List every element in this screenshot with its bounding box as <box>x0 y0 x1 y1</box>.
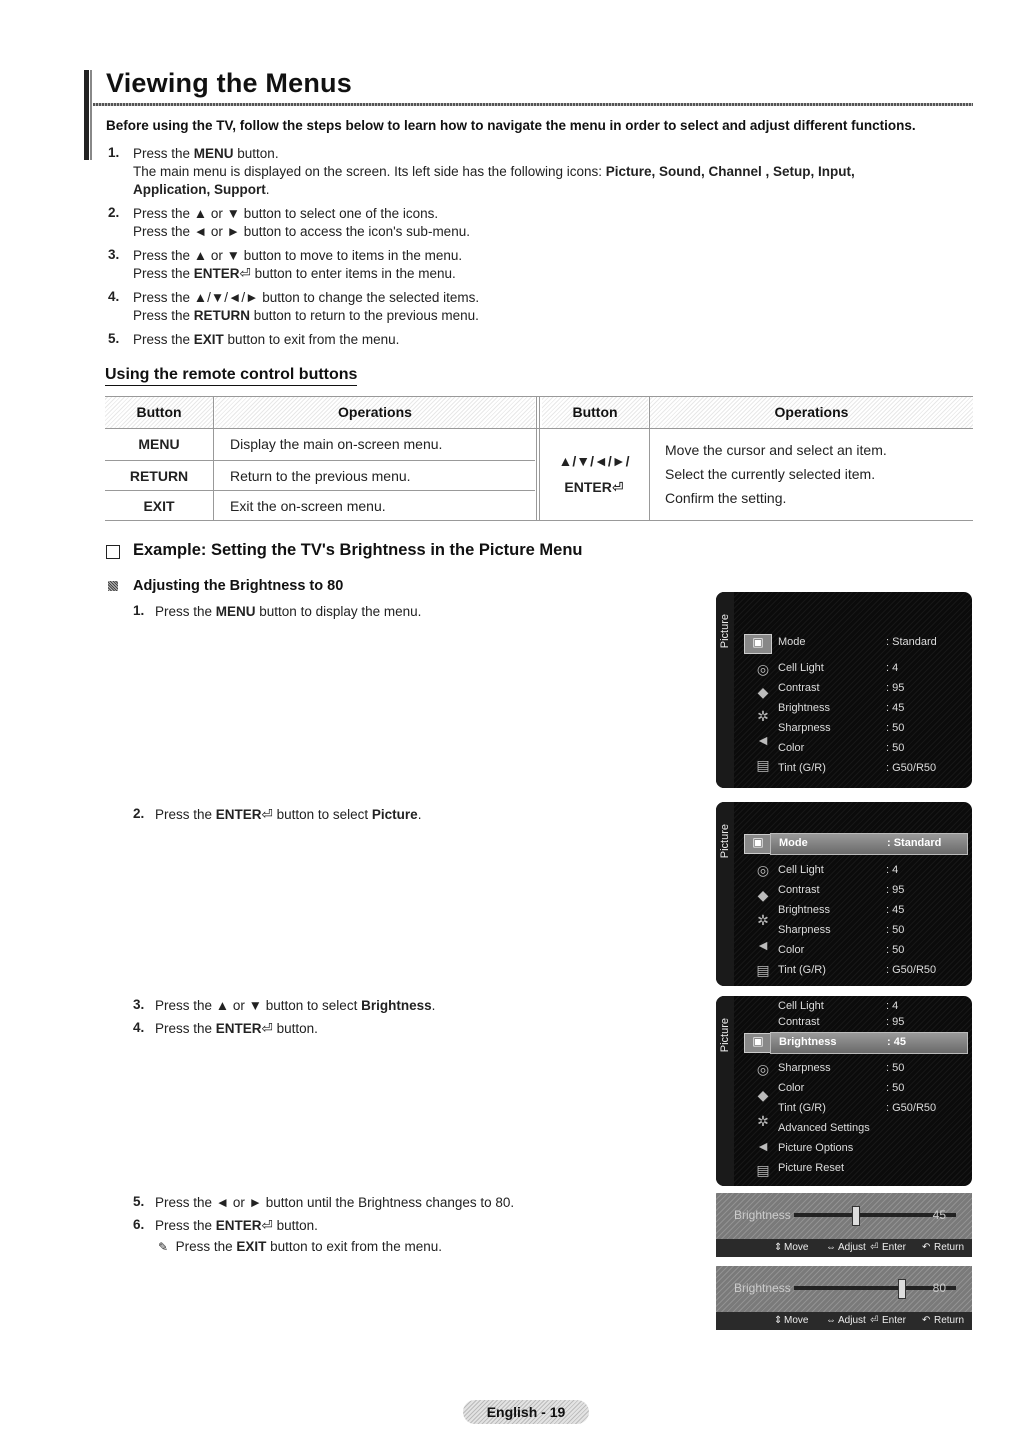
return-icon: ↶ <box>922 1242 931 1253</box>
slider-value: 80 <box>932 1281 946 1295</box>
osd-selected-item: Brightness : 45 <box>770 1032 968 1054</box>
osd-menu-item: Sharpness : 50 <box>778 1062 905 1074</box>
application-icon: ▤ <box>756 1162 770 1178</box>
step-line: Application, Support. <box>133 182 270 197</box>
setup-icon: ✲ <box>757 912 769 928</box>
sound-icon: ◎ <box>756 862 770 878</box>
step-line: Press the ENTER⏎ button. <box>155 1021 318 1036</box>
osd-menu-item: Color : 50 <box>778 1082 905 1094</box>
example-heading: Example: Setting the TV's Brightness in the Picture Menu <box>133 541 583 559</box>
osd-menu-item: Cell Light : 4 <box>778 864 899 876</box>
table-cell-button: ENTER⏎ <box>564 479 624 495</box>
col-header-button: Button <box>542 396 648 428</box>
osd-menu-screen <box>716 802 972 986</box>
channel-icon: ◆ <box>757 887 769 903</box>
osd-menu-item: Tint (G/R) : G50/R50 <box>778 964 937 976</box>
slider-value: 45 <box>932 1208 946 1222</box>
step-line: Press the MENU button to display the menu. <box>155 604 422 619</box>
enter-icon: ⏎ <box>870 1315 879 1326</box>
osd-tab: Picture <box>716 592 734 788</box>
table-cell-operation: Exit the on-screen menu. <box>230 498 386 514</box>
channel-icon: ◆ <box>757 684 769 700</box>
sound-icon: ◎ <box>756 1061 770 1077</box>
table-rule <box>105 490 535 491</box>
osd-menu-item: Mode : Standard <box>778 636 937 648</box>
osd-menu-screen <box>716 592 972 788</box>
step-number: 3. <box>133 997 145 1012</box>
table-cell-operation: Display the main on-screen menu. <box>230 436 443 452</box>
step-line: The main menu is displayed on the screen. Its left side has the following icons: Picture, Sound, Channel , Setup, Input, <box>133 164 855 179</box>
application-icon: ▤ <box>756 757 770 773</box>
osd-menu-item: Contrast : 95 <box>778 1016 905 1028</box>
bullet-icon <box>108 581 118 591</box>
step-line: Press the ENTER⏎ button. <box>155 1218 318 1233</box>
remote-buttons-table <box>105 396 973 521</box>
input-icon: ◄ <box>756 1138 770 1154</box>
enter-icon: ⏎ <box>261 1218 273 1233</box>
osd-menu-item: Tint (G/R) : G50/R50 <box>778 1102 937 1114</box>
slider-label: Brightness <box>734 1281 791 1295</box>
input-icon: ◄ <box>756 937 770 953</box>
checkbox-icon <box>106 545 120 559</box>
return-icon: ↶ <box>922 1315 931 1326</box>
slider-knob <box>852 1206 860 1226</box>
table-cell-button: RETURN <box>129 468 189 484</box>
application-icon: ▤ <box>756 962 770 978</box>
picture-icon: ▣ <box>744 834 772 854</box>
input-icon: ◄ <box>756 732 770 748</box>
step-number: 4. <box>108 289 120 304</box>
step-line: Press the EXIT button to exit from the menu. <box>133 332 400 347</box>
move-icon: ⇕ <box>774 1315 783 1326</box>
osd-menu-item: Picture Options <box>778 1142 854 1154</box>
step-number: 6. <box>133 1217 145 1232</box>
table-rule <box>649 396 650 521</box>
step-number: 5. <box>108 331 120 346</box>
enter-icon: ⏎ <box>261 807 273 822</box>
title-rule <box>93 103 973 106</box>
step-line: Press the ▲ or ▼ button to move to items in the menu. <box>133 248 463 263</box>
osd-menu-item: Brightness : 45 <box>778 702 905 714</box>
step-number: 2. <box>108 205 120 220</box>
step-number: 1. <box>108 145 120 160</box>
adjust-icon: ⇔ <box>826 1315 836 1326</box>
osd-menu-screen <box>716 996 972 1186</box>
col-header-operations: Operations <box>215 396 535 428</box>
picture-icon: ▣ <box>744 1033 772 1053</box>
adjust-icon: ⇔ <box>826 1242 836 1253</box>
title-accent-bar <box>90 70 92 160</box>
slider-knob <box>898 1279 906 1299</box>
osd-menu-item: Tint (G/R) : G50/R50 <box>778 762 937 774</box>
setup-icon: ✲ <box>757 708 769 724</box>
table-rule <box>105 460 535 461</box>
step-line: Press the ENTER⏎ button to enter items in the menu. <box>133 266 456 281</box>
picture-icon: ▣ <box>744 634 772 654</box>
table-rule <box>536 396 537 521</box>
step-line: Press the MENU button. <box>133 146 279 161</box>
section-heading: Using the remote control buttons <box>105 366 357 386</box>
col-header-operations: Operations <box>650 396 973 428</box>
title-accent-bar <box>84 70 89 160</box>
table-cell-operation: Select the currently selected item. <box>665 466 876 482</box>
enter-icon: ⏎ <box>239 266 251 281</box>
osd-footer: ⇕ Move ⇔ Adjust ⏎ Enter ↶ Return <box>716 1312 972 1330</box>
table-cell-button: MENU <box>138 436 180 452</box>
table-cell-button: EXIT <box>143 498 175 514</box>
table-cell-operation: Return to the previous menu. <box>230 468 411 484</box>
osd-menu-item: Contrast : 95 <box>778 884 905 896</box>
enter-icon: ⏎ <box>261 1021 273 1036</box>
osd-menu-item: Advanced Settings <box>778 1122 870 1134</box>
osd-menu-item: Picture Reset <box>778 1162 845 1174</box>
osd-menu-item: Contrast : 95 <box>778 682 905 694</box>
step-number: 1. <box>133 603 145 618</box>
step-number: 5. <box>133 1194 145 1209</box>
move-icon: ⇕ <box>774 1242 783 1253</box>
note-line: ✎ Press the EXIT button to exit from the menu. <box>158 1239 442 1254</box>
table-cell-operation: Confirm the setting. <box>665 490 787 506</box>
osd-footer: ⇕ Move ⇔ Adjust ⏎ Enter ↶ Return <box>716 1239 972 1257</box>
step-line: Press the ▲ or ▼ button to select Brightness. <box>155 998 436 1013</box>
step-line: Press the ▲/▼/◄/► button to change the selected items. <box>133 290 480 305</box>
step-line: Press the RETURN button to return to the previous menu. <box>133 308 479 323</box>
page-title: Viewing the Menus <box>106 68 352 98</box>
enter-icon: ⏎ <box>611 479 624 495</box>
brightness-slider-screen <box>716 1266 972 1330</box>
sound-icon: ◎ <box>756 661 770 677</box>
osd-selected-item: Mode : Standard <box>770 833 968 855</box>
note-icon: ✎ <box>158 1240 169 1254</box>
osd-menu-item: Cell Light : 4 <box>778 1000 899 1012</box>
osd-menu-item: Color : 50 <box>778 944 905 956</box>
step-number: 3. <box>108 247 120 262</box>
osd-menu-item: Color : 50 <box>778 742 905 754</box>
setup-icon: ✲ <box>757 1113 769 1129</box>
brightness-slider-screen <box>716 1193 972 1257</box>
page-number: English - 19 <box>463 1400 589 1424</box>
table-rule <box>213 396 214 521</box>
osd-menu-item: Brightness : 45 <box>778 904 905 916</box>
step-number: 4. <box>133 1020 145 1035</box>
osd-menu-item: Cell Light : 4 <box>778 662 899 674</box>
col-header-button: Button <box>105 396 213 428</box>
enter-icon: ⏎ <box>870 1242 879 1253</box>
step-line: Press the ▲ or ▼ button to select one of the icons. <box>133 206 439 221</box>
step-line: Press the ◄ or ► button until the Brightness changes to 80. <box>155 1195 515 1210</box>
example-subheading: Adjusting the Brightness to 80 <box>133 578 344 594</box>
step-number: 2. <box>133 806 145 821</box>
table-rule <box>539 396 540 521</box>
osd-menu-item: Sharpness : 50 <box>778 722 905 734</box>
channel-icon: ◆ <box>757 1087 769 1103</box>
osd-tab: Picture <box>716 996 734 1186</box>
slider-label: Brightness <box>734 1208 791 1222</box>
intro-text: Before using the TV, follow the steps below to learn how to navigate the menu in order to select and adjust different functions. <box>106 118 916 133</box>
table-cell-button: ▲/▼/◄/►/ <box>558 453 630 469</box>
osd-menu-item: Sharpness : 50 <box>778 924 905 936</box>
osd-tab: Picture <box>716 802 734 986</box>
table-cell-operation: Move the cursor and select an item. <box>665 442 887 458</box>
step-line: Press the ENTER⏎ button to select Picture. <box>155 807 422 822</box>
step-line: Press the ◄ or ► button to access the icon's sub-menu. <box>133 224 470 239</box>
